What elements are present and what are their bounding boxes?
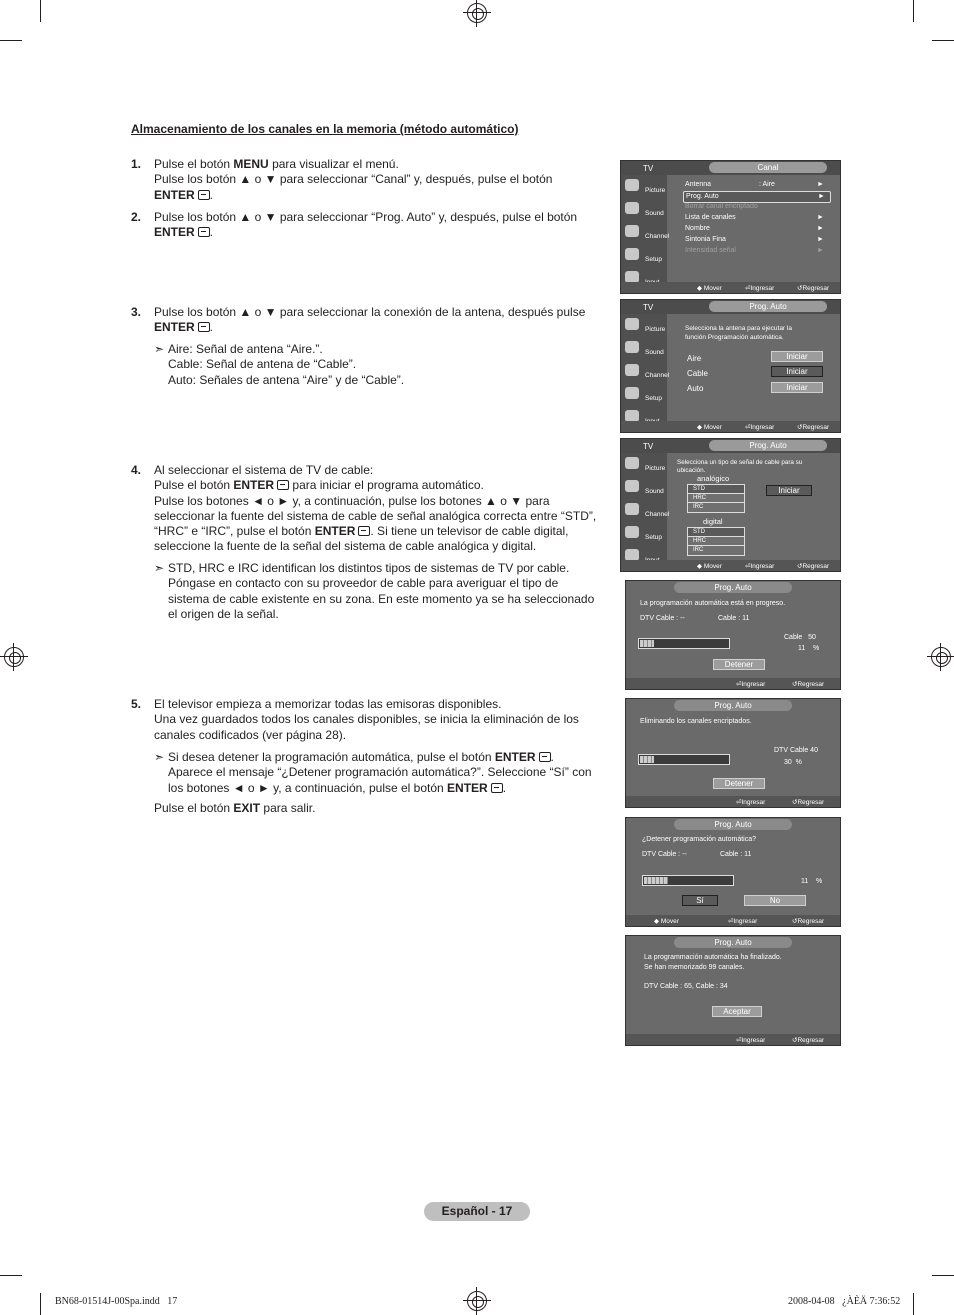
step-line: Al seleccionar el sistema de TV de cable:	[154, 463, 374, 477]
osd-menu-item-prog-auto[interactable]: Prog. Auto ►	[683, 191, 831, 203]
note-arrow-icon: ➣	[154, 342, 165, 356]
step-line: “HRC” e “IRC”, pulse el botón ENTER . Si tiene un televisor de cable digital,	[154, 524, 569, 539]
step-line: ENTER .	[154, 187, 214, 202]
osd-progress	[625, 580, 841, 690]
step-line: ENTER .	[154, 320, 214, 335]
sound-icon	[625, 341, 639, 353]
osd-option-irc[interactable]: IRC	[693, 547, 704, 553]
osd-dtv-count: DTV Cable : --	[642, 851, 687, 858]
osd-message: Eliminando los canales encriptados.	[640, 718, 752, 725]
osd-side-label: Setup	[645, 534, 662, 541]
osd-antenna-cable: Cable	[687, 369, 708, 378]
setup-icon	[625, 387, 639, 399]
osd-option-std[interactable]: STD	[688, 528, 744, 537]
osd-tv-label: TV	[643, 303, 654, 312]
osd-stat-2: 11 %	[798, 645, 820, 652]
osd-header: Prog. Auto	[709, 301, 827, 312]
osd-side-picture[interactable]	[623, 177, 667, 199]
date-slug: 2008-04-08 ¿ÀÈÄ 7:36:52	[788, 1296, 901, 1307]
osd-description: Selecciona un tipo de señal de cable para su ubicación.	[677, 459, 803, 474]
registration-mark-icon	[467, 1291, 487, 1311]
crop-mark	[0, 1275, 22, 1276]
step-number: 3.	[131, 305, 142, 319]
osd-side-label: Setup	[645, 256, 662, 263]
osd-yes-button[interactable]: Sí	[682, 895, 718, 906]
file-slug: BN68-01514J-00Spa.indd 17	[55, 1296, 178, 1307]
step-number: 2.	[131, 210, 142, 224]
osd-side-label: Setup	[645, 395, 662, 402]
crop-mark	[40, 0, 41, 22]
osd-help-bar	[626, 1034, 840, 1045]
osd-cable-count: Cable : 11	[720, 851, 752, 858]
osd-dtv-count: DTV Cable : --	[640, 615, 685, 622]
step-line: Pulse el botón MENU para visualizar el menú.	[154, 157, 399, 171]
osd-side-picture[interactable]	[623, 316, 667, 338]
osd-menu-item-intensidad[interactable]: Intensidad señal ►	[685, 247, 824, 254]
crop-mark	[0, 40, 22, 41]
step-line: Pulse el botón ENTER para iniciar el programa automático.	[154, 478, 484, 493]
osd-message: La programación automática está en progreso.	[640, 600, 786, 607]
osd-stat-2: 30 %	[784, 759, 802, 766]
osd-side-label: Channel	[645, 511, 670, 518]
osd-progress-bar	[638, 754, 730, 765]
registration-mark-icon	[931, 647, 951, 667]
osd-message: La programmación automática ha finalizado. Se han memorizado 99 canales.	[644, 954, 782, 971]
note-line: el origen de la señal.	[168, 606, 279, 621]
enter-icon	[539, 752, 551, 762]
crop-mark	[932, 40, 954, 41]
osd-ingresar: ⏎Ingresar	[745, 424, 775, 431]
osd-progress-bar	[642, 875, 734, 886]
osd-regresar: ↺Regresar	[797, 285, 830, 292]
osd-ingresar: ⏎Ingresar	[736, 799, 766, 806]
osd-regresar: ↺Regresar	[792, 799, 825, 806]
note-line: Si desea detener la programación automática, pulse el botón ENTER .	[168, 750, 554, 764]
osd-antenna-select	[620, 299, 841, 433]
osd-stop-confirm	[625, 817, 841, 927]
step-line: Una vez guardados todos los canales disponibles, se inicia la eliminación de los	[154, 712, 579, 727]
osd-digital-list[interactable]	[687, 527, 745, 556]
osd-ingresar: ⏎Ingresar	[736, 1037, 766, 1044]
osd-regresar: ↺Regresar	[792, 918, 825, 925]
crop-mark	[40, 1293, 41, 1315]
osd-mover: ◆ Mover	[697, 424, 722, 431]
osd-menu-item-sintonia[interactable]: Sintonia Fina ►	[685, 236, 824, 243]
osd-side-sound[interactable]	[623, 200, 667, 222]
osd-menu-item-antenna[interactable]: Antenna : Aire ►	[685, 181, 824, 188]
osd-regresar: ↺Regresar	[797, 424, 830, 431]
crop-mark	[913, 0, 914, 22]
osd-side-label: Picture	[645, 465, 666, 472]
step-line: Pulse los botón ▲ o ▼ para seleccionar “Canal” y, después, pulse el botón	[154, 172, 553, 187]
osd-description: Selecciona la antena para ejecutar la función Programación automática.	[685, 325, 792, 341]
enter-icon	[358, 526, 370, 536]
osd-stat-1: Cable 50	[784, 634, 816, 641]
osd-option-irc[interactable]: IRC	[693, 504, 704, 510]
osd-ingresar: ⏎Ingresar	[745, 563, 775, 570]
step-line: canales codificados (ver página 28).	[154, 727, 347, 742]
osd-percent: 11 %	[801, 878, 823, 885]
osd-help-bar	[626, 796, 840, 807]
osd-side-channel[interactable]	[623, 501, 670, 523]
osd-finished	[625, 935, 841, 1046]
sound-icon	[625, 480, 639, 492]
osd-tv-label: TV	[643, 164, 654, 173]
osd-side-label: Channel	[645, 233, 670, 240]
channel-icon	[625, 503, 639, 515]
osd-digital-label: digital	[703, 517, 723, 526]
osd-side-setup[interactable]	[623, 385, 667, 407]
osd-side-setup[interactable]	[623, 524, 667, 546]
osd-iniciar-cable-button[interactable]: Iniciar	[771, 366, 823, 377]
osd-ingresar: ⏎Ingresar	[728, 918, 758, 925]
note-line: Auto: Señales de antena “Aire” y de “Cable”.	[168, 372, 405, 387]
page-title: Almacenamiento de los canales en la memoria (método automático)	[131, 122, 519, 136]
osd-message: ¿Detener programación automática?	[642, 836, 757, 843]
osd-side-label: Sound	[645, 210, 664, 217]
osd-side-label: Picture	[645, 187, 666, 194]
osd-header: Prog. Auto	[674, 819, 792, 830]
osd-tv-label: TV	[643, 442, 654, 451]
osd-ingresar: ⏎Ingresar	[745, 285, 775, 292]
note-line: los botones ◄ o ► y, a continuación, pulse el botón ENTER .	[168, 780, 507, 795]
registration-mark-icon	[4, 647, 24, 667]
progress-fill	[644, 877, 668, 884]
osd-help-bar	[621, 282, 840, 293]
note-arrow-icon: ➣	[154, 750, 165, 764]
channel-icon	[625, 225, 639, 237]
picture-icon	[625, 318, 639, 330]
osd-menu-item-borrar: Borrar canal encriptado	[685, 203, 758, 210]
osd-detener-button[interactable]: Detener	[713, 659, 765, 670]
step-line: Pulse los botones ◄ o ► y, a continuación, pulse los botones ▲ o ▼ para	[154, 493, 550, 508]
osd-menu-item-lista[interactable]: Lista de canales ►	[685, 214, 824, 221]
osd-mover: ◆ Mover	[697, 563, 722, 570]
osd-help-bar	[626, 915, 840, 926]
osd-regresar: ↺Regresar	[792, 681, 825, 688]
osd-removing-encrypted	[625, 698, 841, 808]
page-number-badge: Español - 17	[424, 1202, 530, 1221]
osd-regresar: ↺Regresar	[797, 563, 830, 570]
osd-no-button[interactable]: No	[744, 895, 806, 906]
osd-header: Prog. Auto	[674, 937, 792, 948]
note-arrow-icon: ➣	[154, 561, 165, 575]
enter-icon	[491, 783, 503, 793]
enter-icon	[198, 227, 210, 237]
picture-icon	[625, 179, 639, 191]
osd-side-sound[interactable]	[623, 478, 667, 500]
sound-icon	[625, 202, 639, 214]
enter-icon	[277, 480, 289, 490]
osd-option-hrc[interactable]: HRC	[688, 537, 744, 546]
osd-iniciar-button[interactable]: Iniciar	[766, 485, 812, 496]
osd-header: Prog. Auto	[674, 582, 792, 593]
channel-icon	[625, 364, 639, 376]
osd-side-label: Sound	[645, 488, 664, 495]
osd-progress-bar	[638, 638, 730, 649]
osd-side-sound[interactable]	[623, 339, 667, 361]
picture-icon	[625, 457, 639, 469]
note-line: STD, HRC e IRC identifican los distintos tipos de sistemas de TV por cable.	[168, 561, 570, 575]
osd-help-bar	[621, 560, 840, 571]
step-number: 4.	[131, 463, 142, 477]
osd-mover: ◆ Mover	[697, 285, 722, 292]
osd-option-std[interactable]: STD	[688, 485, 744, 494]
osd-detener-button[interactable]: Detener	[713, 778, 765, 789]
osd-analog-list[interactable]	[687, 484, 745, 513]
progress-fill	[640, 640, 654, 647]
osd-channel-menu	[620, 160, 841, 294]
osd-result: DTV Cable : 65, Cable : 34	[644, 983, 728, 990]
step-line: seleccione la fuente de la señal del sistema de cable analógica y digital.	[154, 539, 537, 554]
step-number: 1.	[131, 157, 142, 171]
osd-header: Canal	[709, 162, 827, 173]
osd-aceptar-button[interactable]: Aceptar	[712, 1006, 762, 1017]
osd-cable-count: Cable : 11	[718, 615, 750, 622]
osd-side-channel[interactable]	[623, 223, 670, 245]
note-line: Aire: Señal de antena “Aire.”.	[168, 342, 323, 356]
osd-help-bar	[621, 421, 840, 432]
osd-side-picture[interactable]	[623, 455, 667, 477]
step-line: Pulse los botón ▲ o ▼ para seleccionar “Prog. Auto” y, después, pulse el botón	[154, 210, 578, 224]
osd-side-label: Channel	[645, 372, 670, 379]
osd-sidebar	[621, 175, 670, 283]
osd-sidebar	[621, 314, 670, 422]
osd-header: Prog. Auto	[674, 700, 792, 711]
step-line: ENTER .	[154, 225, 214, 240]
step-line: El televisor empieza a memorizar todas las emisoras disponibles.	[154, 697, 502, 711]
osd-side-label: Sound	[645, 349, 664, 356]
progress-fill	[640, 756, 654, 763]
osd-stat-1: DTV Cable 40	[774, 747, 818, 754]
note-line: Póngase en contacto con su proveedor de cable para averiguar el tipo de	[168, 576, 559, 591]
osd-side-setup[interactable]	[623, 246, 667, 268]
osd-option-hrc[interactable]: HRC	[688, 494, 744, 503]
osd-sidebar	[621, 453, 670, 561]
setup-icon	[625, 526, 639, 538]
step-line: seleccionar la fuente del sistema de cable de señal analógica correcta entre “STD”,	[154, 508, 597, 523]
osd-iniciar-aire-button[interactable]: Iniciar	[771, 351, 823, 362]
osd-side-label: Picture	[645, 326, 666, 333]
note-line: Aparece el mensaje “¿Detener programación automática?”. Seleccione “Sí” con	[168, 765, 592, 780]
registration-mark-icon	[467, 3, 487, 23]
crop-mark	[913, 1293, 914, 1315]
osd-ingresar: ⏎Ingresar	[736, 681, 766, 688]
osd-side-channel[interactable]	[623, 362, 670, 384]
osd-help-bar	[626, 678, 840, 689]
enter-icon	[198, 322, 210, 332]
enter-icon	[198, 190, 210, 200]
step-line: Pulse los botón ▲ o ▼ para seleccionar la conexión de la antena, después pulse	[154, 305, 586, 319]
setup-icon	[625, 248, 639, 260]
osd-menu-item-nombre[interactable]: Nombre ►	[685, 225, 824, 232]
note-line: Cable: Señal de antena de “Cable”.	[168, 357, 357, 372]
crop-mark	[932, 1275, 954, 1276]
osd-regresar: ↺Regresar	[792, 1037, 825, 1044]
osd-antenna-auto: Auto	[687, 384, 704, 393]
step-number: 5.	[131, 697, 142, 711]
osd-antenna-aire: Aire	[687, 354, 702, 363]
osd-analog-label: analógico	[697, 474, 730, 483]
osd-iniciar-auto-button[interactable]: Iniciar	[771, 382, 823, 393]
osd-mover: ◆ Mover	[654, 918, 679, 925]
osd-header: Prog. Auto	[709, 440, 827, 451]
note-line: sistema de cable existente en su zona. En este momento ya se ha seleccionado	[168, 591, 595, 606]
exit-instruction: Pulse el botón EXIT para salir.	[154, 801, 316, 815]
osd-cable-type	[620, 438, 841, 572]
